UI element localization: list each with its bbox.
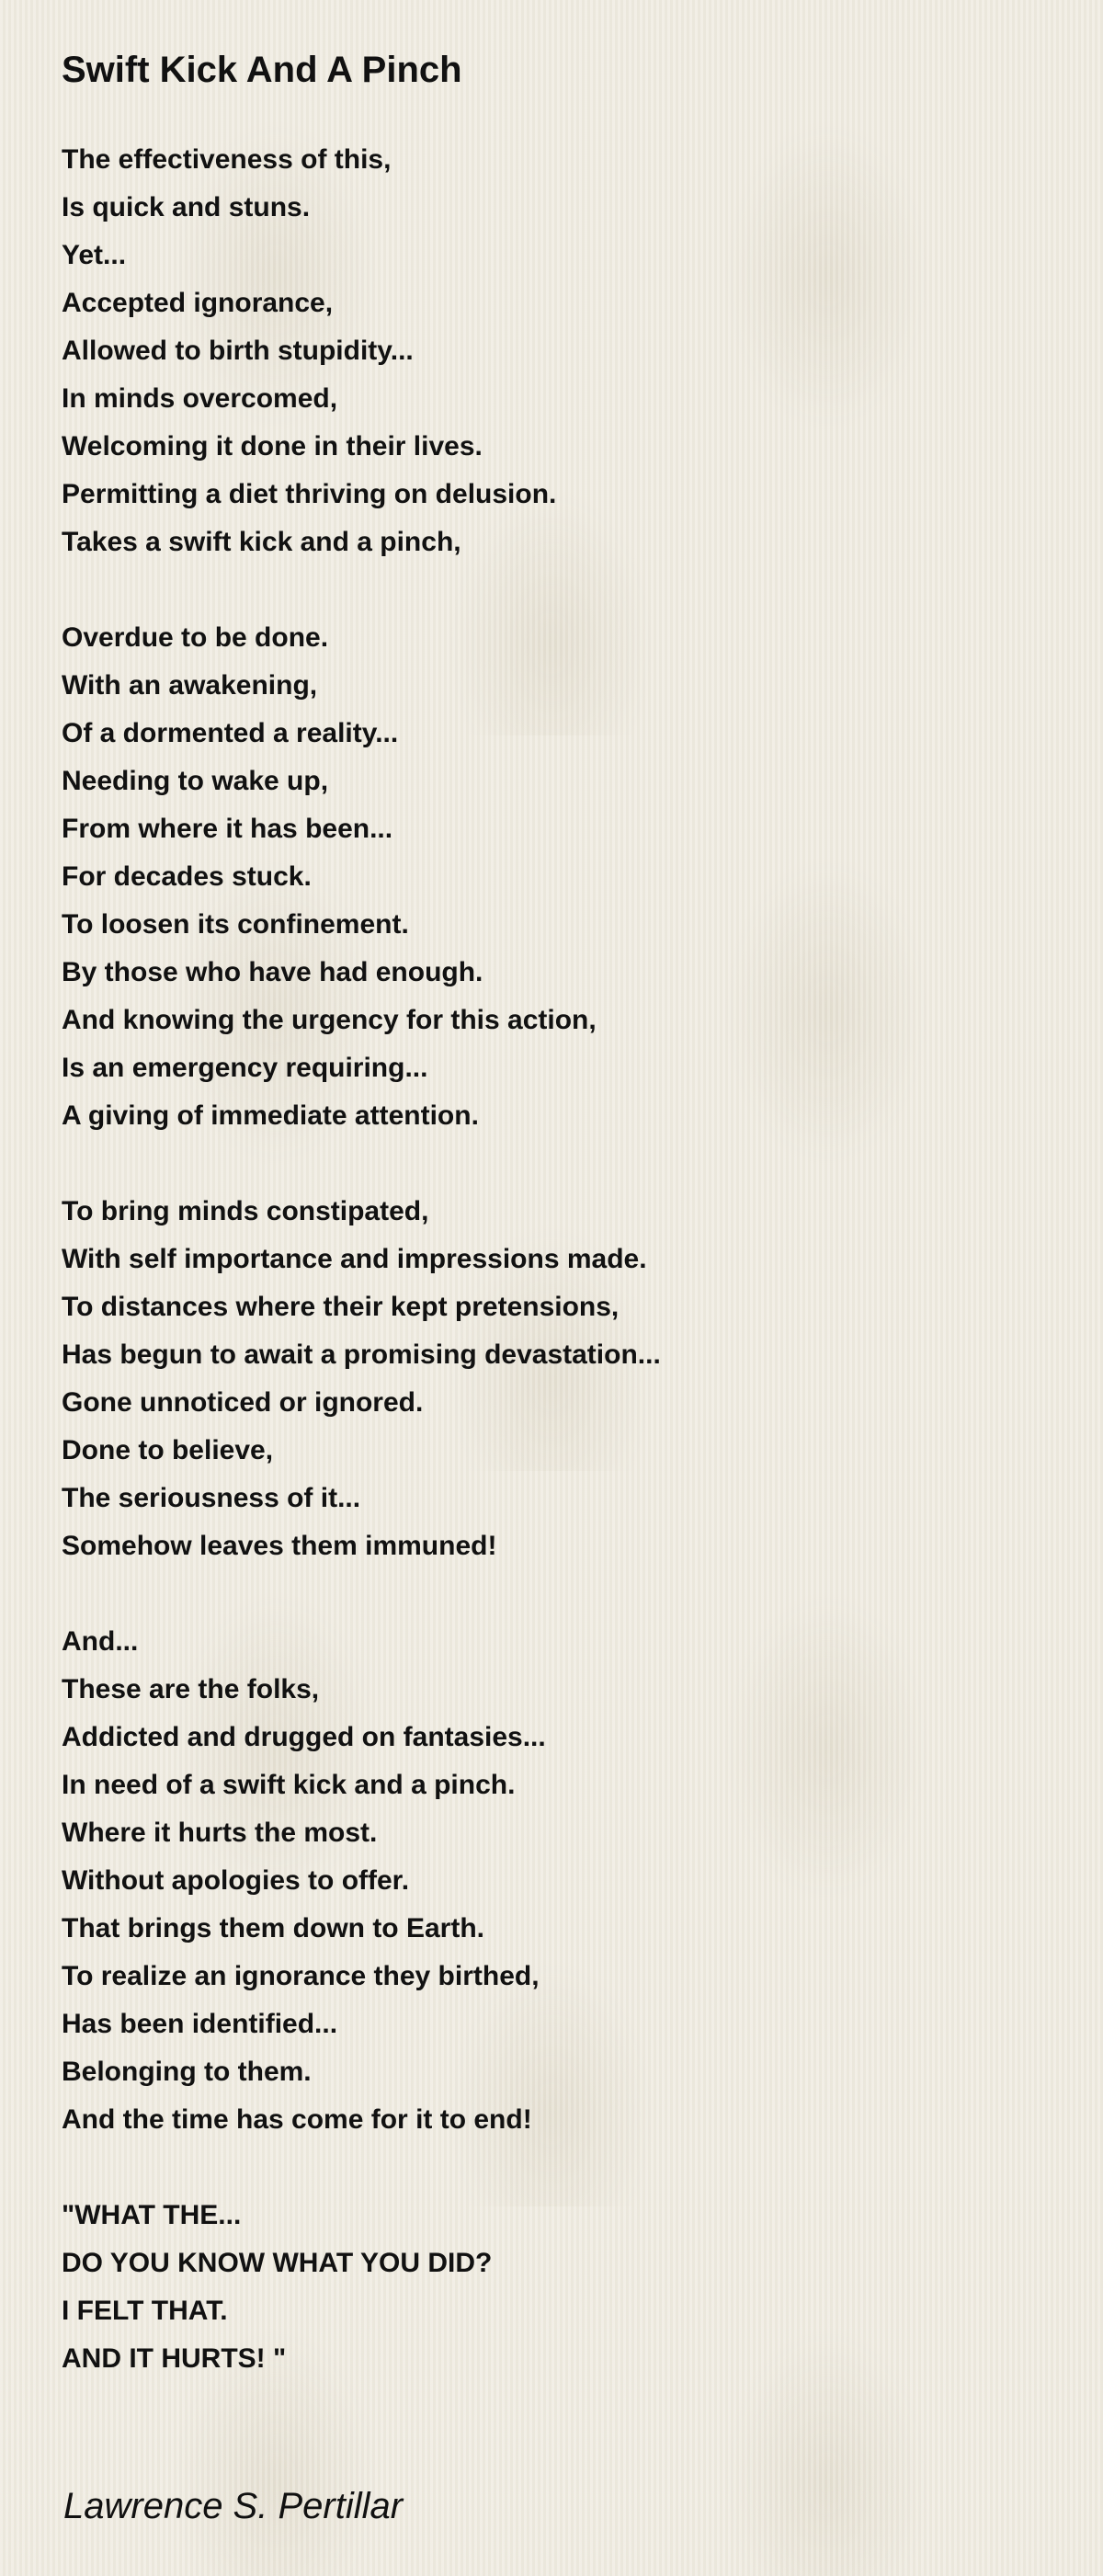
poem-line: To loosen its confinement. [62, 909, 409, 940]
poem-body [62, 136, 1054, 2383]
poem-line: Where it hurts the most. [62, 1818, 378, 1848]
poem-stanza [62, 136, 1054, 566]
poem-title: Swift Kick And A Pinch [62, 50, 462, 90]
poem-line: The effectiveness of this, [62, 144, 392, 175]
poem-line: For decades stuck. [62, 861, 312, 892]
poem-line: By those who have had enough. [62, 957, 483, 987]
poem-line: Of a dormented a reality... [62, 718, 399, 748]
poem-stanza [62, 2192, 1054, 2383]
poem-line: Addicted and drugged on fantasies... [62, 1722, 546, 1752]
poem-line: Takes a swift kick and a pinch, [62, 527, 461, 557]
poem-line: Without apologies to offer. [62, 1865, 410, 1896]
poem-line: That brings them down to Earth. [62, 1913, 484, 1943]
poem-line: And knowing the urgency for this action, [62, 1005, 597, 1035]
poem-line: Is quick and stuns. [62, 192, 311, 222]
poem-line: These are the folks, [62, 1674, 320, 1704]
poem-line: And the time has come for it to end! [62, 2104, 532, 2135]
poem-stanza [62, 1188, 1054, 1570]
poem-stanza [62, 614, 1054, 1140]
poem-line: Somehow leaves them immuned! [62, 1531, 497, 1561]
poem-line: Permitting a diet thriving on delusion. [62, 479, 557, 509]
poem-line: Needing to wake up, [62, 766, 329, 796]
poem-line: Accepted ignorance, [62, 288, 334, 318]
poem-line: With an awakening, [62, 670, 318, 701]
poem-line: Is an emergency requiring... [62, 1053, 428, 1083]
poem-line: To realize an ignorance they birthed, [62, 1961, 540, 1991]
poem-line: The seriousness of it... [62, 1483, 361, 1513]
poem-line: DO YOU KNOW WHAT YOU DID? [62, 2248, 493, 2278]
poem-line: AND IT HURTS! " [62, 2343, 287, 2374]
poem-line: To distances where their kept pretensions, [62, 1292, 620, 1322]
poem-line: In need of a swift kick and a pinch. [62, 1770, 516, 1800]
poem-line: Allowed to birth stupidity... [62, 336, 414, 366]
poem-line: Has begun to await a promising devastation... [62, 1339, 661, 1370]
poem-line: With self importance and impressions made. [62, 1244, 647, 1274]
poem-line: I FELT THAT. [62, 2296, 228, 2326]
poem-line: In minds overcomed, [62, 383, 338, 414]
poem-line: Belonging to them. [62, 2057, 312, 2087]
poem-line: From where it has been... [62, 814, 393, 844]
poem-line: Done to believe, [62, 1435, 274, 1465]
poem-line: Gone unnoticed or ignored. [62, 1387, 424, 1418]
poem-stanza [62, 1618, 1054, 2144]
poem-line: A giving of immediate attention. [62, 1100, 479, 1131]
poem-line: Welcoming it done in their lives. [62, 431, 483, 462]
poem-line: Overdue to be done. [62, 622, 329, 653]
poem-line: To bring minds constipated, [62, 1196, 429, 1226]
poem-line: And... [62, 1626, 139, 1657]
poem-line: Yet... [62, 240, 127, 270]
poem-line: "WHAT THE... [62, 2200, 242, 2230]
poem-container [62, 44, 1054, 2431]
poem-line: Has been identified... [62, 2009, 338, 2039]
poem-author: Lawrence S. Pertillar [63, 2486, 404, 2526]
